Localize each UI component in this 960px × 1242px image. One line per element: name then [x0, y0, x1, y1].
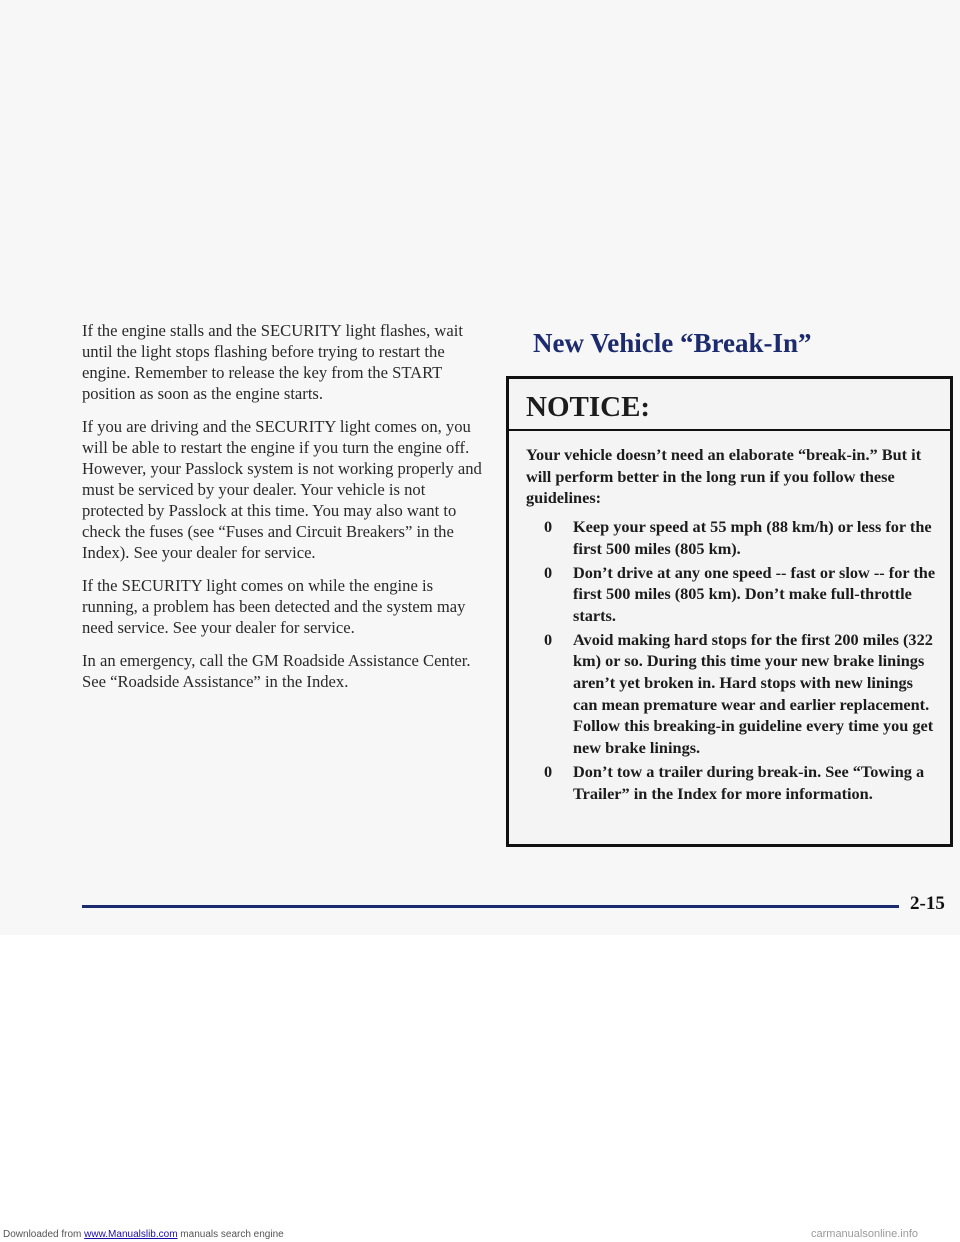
banner-prefix: Downloaded from — [3, 1229, 85, 1240]
notice-heading: NOTICE: — [509, 379, 950, 431]
page-number: 2-15 — [910, 893, 945, 914]
paragraph-security-on-driving: If you are driving and the SECURITY light comes on, you will be able to restart the engine if you turn the engine off. However, your Passlock system is not working properly and must be serviced by your dealer. Your vehicle is not protected by Passlock at this time. You may also want to check the fuses (see “Fuses and Circuit Breakers” in the Index). See your dealer for service. — [82, 417, 482, 562]
download-banner — [3, 1229, 284, 1240]
section-title: New Vehicle “Break-In” — [533, 328, 812, 358]
footer-rule — [82, 905, 899, 908]
list-item-text: Don’t drive at any one speed -- fast or slow -- for the first 500 miles (805 km). Don’t make full-throttle starts. — [573, 562, 936, 625]
notice-box — [506, 376, 953, 847]
paragraph-security-flashing: If the engine stalls and the SECURITY light flashes, wait until the light stops flashing before trying to restart the engine. Remember to release the key from the START position as soon as the engine starts. — [82, 321, 463, 403]
bullet-icon: 0 — [544, 562, 553, 582]
list-item — [526, 629, 938, 759]
list-item — [526, 562, 938, 627]
list-item — [526, 516, 938, 559]
bullet-icon: 0 — [544, 629, 553, 649]
notice-list — [526, 516, 938, 804]
list-item-text: Keep your speed at 55 mph (88 km/h) or less for the first 500 miles (805 km). — [573, 517, 932, 558]
list-item-text: Avoid making hard stops for the first 200 miles (322 km) or so. During this time your new brake linings aren’t yet broken in. Hard stops with new linings can mean premature wear and earlier replacement. Follow this breaking-in guideline every time you get new brake linings. — [573, 629, 934, 758]
notice-body — [509, 431, 950, 804]
banner-suffix: manuals search engine — [177, 1229, 284, 1240]
paragraph-security-on-running: If the SECURITY light comes on while the engine is running, a problem has been detected and the system may need service. See your dealer for service. — [82, 576, 466, 637]
list-item-text: Don’t tow a trailer during break-in. See “Towing a Trailer” in the Index for more information. — [573, 761, 925, 803]
paragraph-emergency: In an emergency, call the GM Roadside Assistance Center. See “Roadside Assistance” in the Index. — [82, 651, 471, 691]
notice-intro: Your vehicle doesn’t need an elaborate “break-in.” But it will perform better in the long run if you follow these guidelines: — [526, 445, 922, 508]
list-item — [526, 761, 938, 804]
bullet-icon: 0 — [544, 761, 553, 781]
bullet-icon: 0 — [544, 517, 553, 537]
watermark: carmanualsonline.info — [811, 1228, 919, 1240]
manualslib-link[interactable]: www.Manualslib.com — [84, 1229, 178, 1240]
left-text-column — [82, 320, 488, 704]
